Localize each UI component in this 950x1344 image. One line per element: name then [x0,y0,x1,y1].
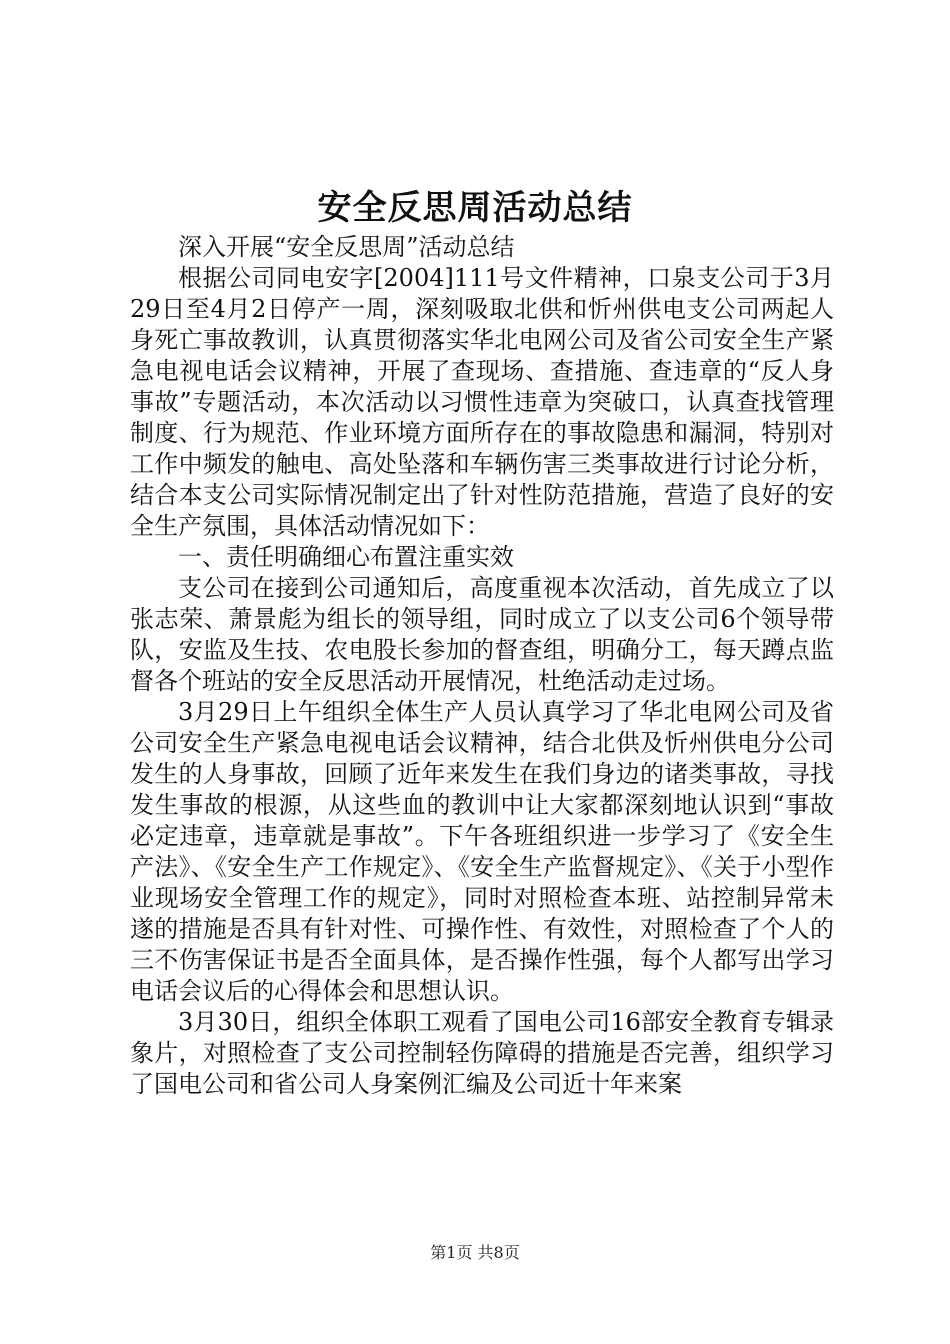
page-footer: 第1页 共8页 [430,1243,520,1262]
body-paragraph: 3月29日上午组织全体生产人员认真学习了华北电网公司及省公司安全生产紧急电视电话会议精神，结合北供及忻州供电分公司发生的人身事故，回顾了近年来发生在我们身边的诸类事故，寻找发生事故的根源，从这些血的教训中让大家都深刻地认识到“事故必定违章，违章就是事故”。下午各班组织进一步学习了《安全生产法》、《安全生产工作规定》、《安全生产监督规定》、《关于小型作业现场安全管理工作的规定》，同时对照检查本班、站控制异常未遂的措施是否具有针对性、可操作性、有效性，对照检查了个人的三不伤害保证书是否全面具体，是否操作性强，每个人都写出学习电话会议后的心得体会和思想认识。 [130,698,834,1005]
section-heading: 一、责任明确细心布置注重实效 [178,543,514,571]
subtitle-paragraph: 深入开展“安全反思周”活动总结 [178,233,515,261]
body-paragraph: 支公司在接到公司通知后，高度重视本次活动，首先成立了以张志荣、萧景彪为组长的领导组，同时成立了以支公司6个领导带队，安监及生技、农电股长参加的督查组，明确分工，每天蹲点监督各个班站的安全反思活动开展情况，杜绝活动走过场。 [130,574,834,695]
body-paragraph: 3月30日，组织全体职工观看了国电公司16部安全教育专辑录象片，对照检查了支公司控制轻伤障碍的措施是否完善，组织学习了国电公司和省公司人身案例汇编及公司近十年来案 [130,1008,834,1098]
body-paragraph: 根据公司同电安字[2004]111号文件精神，口泉支公司于3月29日至4月2日停产一周，深刻吸取北供和忻州供电支公司两起人身死亡事故教训，认真贯彻落实华北电网公司及省公司安全生产紧急电视电话会议精神，开展了查现场、查措施、查违章的“反人身事故”专题活动，本次活动以习惯性违章为突破口，认真查找管理制度、行为规范、作业环境方面所存在的事故隐患和漏洞，特别对工作中频发的触电、高处坠落和车辆伤害三类事故进行讨论分析，结合本支公司实际情况制定出了针对性防范措施，营造了良好的安全生产氛围，具体活动情况如下： [130,264,834,540]
document-body [130,232,834,1100]
document-title: 安全反思周活动总结 [317,188,633,228]
